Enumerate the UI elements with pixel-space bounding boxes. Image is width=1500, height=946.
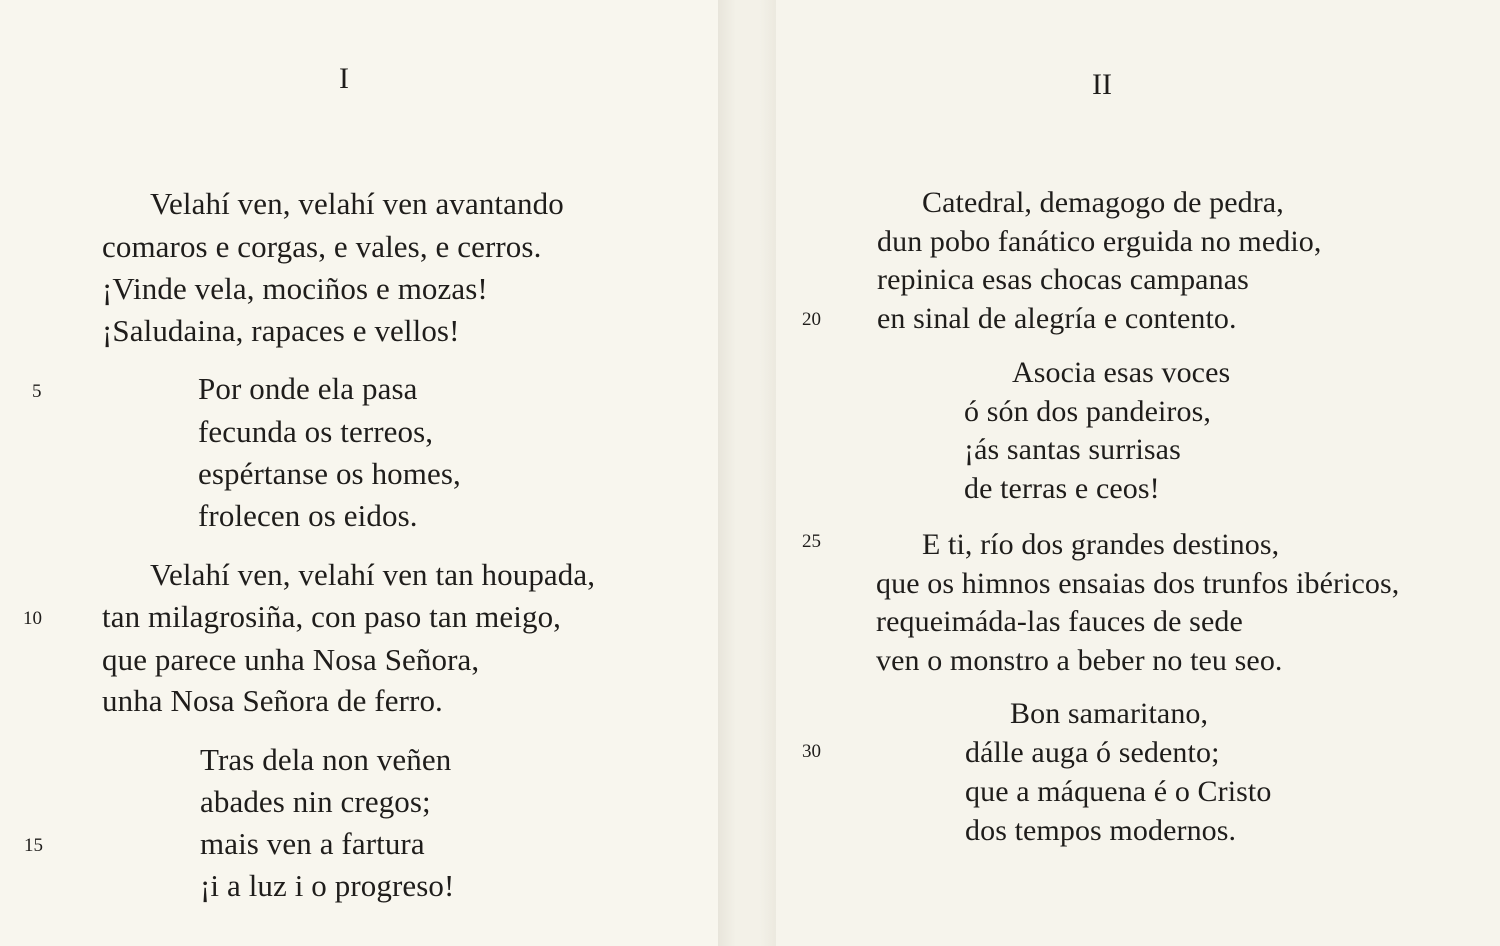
verse-line: dos tempos modernos. (965, 814, 1237, 847)
verse-line: ¡i a luz i o progreso! (200, 868, 455, 903)
verse-line: tan milagrosiña, con paso tan meigo, (102, 599, 562, 634)
verse-line: que os himnos ensaias dos trunfos ibéricos, (876, 567, 1400, 600)
verse-line: ven o monstro a beber no teu seo. (876, 644, 1283, 677)
verse-line: fecunda os terreos, (198, 414, 434, 449)
line-number: 5 (32, 381, 42, 402)
verse-line: que parece unha Nosa Señora, (102, 642, 480, 677)
verse-line: repinica esas chocas campanas (877, 263, 1249, 296)
verse-line: en sinal de alegría e contento. (877, 302, 1237, 335)
verse-line: dun pobo fanático erguida no medio, (877, 225, 1322, 258)
line-number: 10 (23, 608, 42, 629)
verse-line: comaros e corgas, e vales, e cerros. (102, 229, 542, 264)
verse-line: Velahí ven, velahí ven tan houpada, (150, 557, 596, 592)
line-number: 20 (802, 309, 821, 330)
verse-line: frolecen os eidos. (198, 498, 418, 533)
verse-line: Asocia esas voces (1012, 356, 1231, 389)
verse-line: Por onde ela pasa (198, 371, 418, 406)
right-page (776, 0, 1500, 946)
verse-line: ¡Vinde vela, mociños e mozas! (102, 271, 488, 306)
page-gutter (718, 0, 778, 946)
verse-line: que a máquena é o Cristo (965, 775, 1272, 808)
verse-line: requeimáda-las fauces de sede (876, 605, 1243, 638)
verse-line: Velahí ven, velahí ven avantando (150, 186, 564, 221)
verse-line: Catedral, demagogo de pedra, (922, 186, 1284, 219)
verse-line: Tras dela non veñen (200, 742, 452, 777)
verse-line: mais ven a fartura (200, 826, 425, 861)
verse-line: E ti, río dos grandes destinos, (922, 528, 1280, 561)
verse-line: abades nin cregos; (200, 784, 431, 819)
line-number: 25 (802, 531, 821, 552)
line-number: 15 (24, 835, 43, 856)
verse-line: ó són dos pandeiros, (964, 395, 1211, 428)
line-number: 30 (802, 741, 821, 762)
verse-line: de terras e ceos! (964, 472, 1160, 505)
verse-line: ¡Saludaina, rapaces e vellos! (102, 313, 460, 348)
section-numeral: I (339, 62, 349, 95)
verse-line: espértanse os homes, (198, 456, 461, 491)
verse-line: Bon samaritano, (1010, 697, 1209, 730)
section-numeral: II (1092, 68, 1112, 101)
verse-line: unha Nosa Señora de ferro. (102, 683, 443, 718)
verse-line: dálle auga ó sedento; (965, 736, 1220, 769)
left-page (0, 0, 722, 946)
verse-line: ¡ás santas surrisas (964, 433, 1181, 466)
